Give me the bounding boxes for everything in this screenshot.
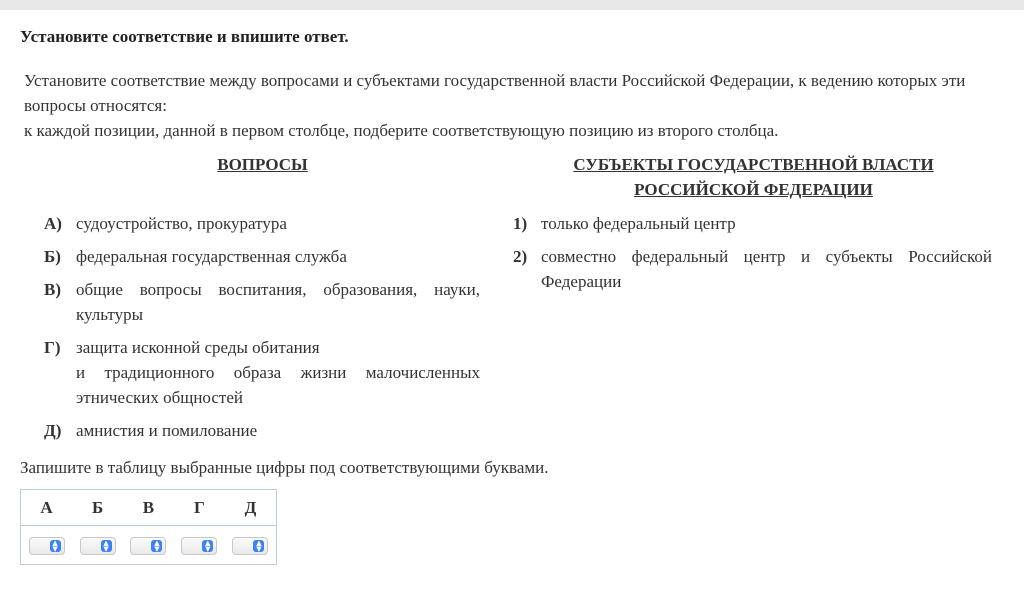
subject-line: только федеральный центр <box>541 214 736 233</box>
question-text <box>76 277 480 327</box>
task-title: Установите соответствие и впишите ответ. <box>20 27 349 46</box>
answer-header-d: Д <box>225 490 277 526</box>
intro-line-1: Установите соответствие между вопросами и субъектами государственной власти Российской Федерации, к ведению которых эти вопросы относятся: <box>24 71 966 115</box>
answer-header-v: В <box>123 490 174 526</box>
question-label: Д) <box>44 421 62 440</box>
question-label: В) <box>44 280 61 299</box>
subject-label: 2) <box>513 247 528 266</box>
answer-header-b: Б <box>72 490 123 526</box>
answer-header-a: А <box>21 490 73 526</box>
question-label: А) <box>44 214 62 233</box>
answer-select-v[interactable] <box>130 537 166 555</box>
subject-text <box>541 211 992 236</box>
updown-arrows-icon: ▲ ▼ <box>50 540 61 552</box>
top-bar <box>0 0 1024 10</box>
subject-label: 1) <box>513 214 528 233</box>
answer-select-g[interactable] <box>181 537 217 555</box>
answer-instruction: Запишите в таблицу выбранные цифры под соответствующими буквами. <box>20 458 549 477</box>
subject-text <box>541 244 992 294</box>
updown-arrows-icon: ▲ ▼ <box>101 540 112 552</box>
subject-line: совместно федеральный центр и субъекты Российской <box>541 247 992 266</box>
updown-arrows-icon: ▲ ▼ <box>151 540 162 552</box>
question-text <box>76 335 480 410</box>
intro-line-2: к каждой позиции, данной в первом столбце, подберите соответствующую позицию из второго столбца. <box>24 121 779 140</box>
question-label: Г) <box>44 338 61 357</box>
subject-line: Федерации <box>541 272 622 291</box>
question-line: федеральная государственная служба <box>76 247 347 266</box>
questions-header: ВОПРОСЫ <box>217 155 308 174</box>
answer-select-d[interactable] <box>232 537 268 555</box>
question-line: защита исконной среды обитания <box>76 338 320 357</box>
answer-select-a[interactable] <box>29 537 65 555</box>
subjects-header <box>530 152 977 202</box>
question-line: амнистия и помилование <box>76 421 258 440</box>
subjects-header-line-1: СУБЪЕКТЫ ГОСУДАРСТВЕННОЙ ВЛАСТИ <box>573 155 934 174</box>
question-label: Б) <box>44 247 61 266</box>
question-line: общие вопросы воспитания, образования, науки, <box>76 280 480 299</box>
question-text <box>76 211 480 236</box>
question-line: культуры <box>76 305 143 324</box>
task-intro <box>24 68 999 143</box>
question-line: судоустройство, прокуратура <box>76 214 287 233</box>
answer-table <box>20 489 277 565</box>
subjects-header-line-2: РОССИЙСКОЙ ФЕДЕРАЦИИ <box>634 180 873 199</box>
question-text <box>76 418 480 443</box>
updown-arrows-icon: ▲ ▼ <box>253 540 264 552</box>
updown-arrows-icon: ▲ ▼ <box>202 540 213 552</box>
question-line: и традиционного образа жизни малочисленных <box>76 363 480 382</box>
answer-select-row <box>21 526 277 565</box>
question-line: этнических общностей <box>76 388 243 407</box>
question-text <box>76 244 480 269</box>
answer-header-g: Г <box>174 490 225 526</box>
answer-select-b[interactable] <box>80 537 116 555</box>
answer-header-row <box>21 490 277 526</box>
